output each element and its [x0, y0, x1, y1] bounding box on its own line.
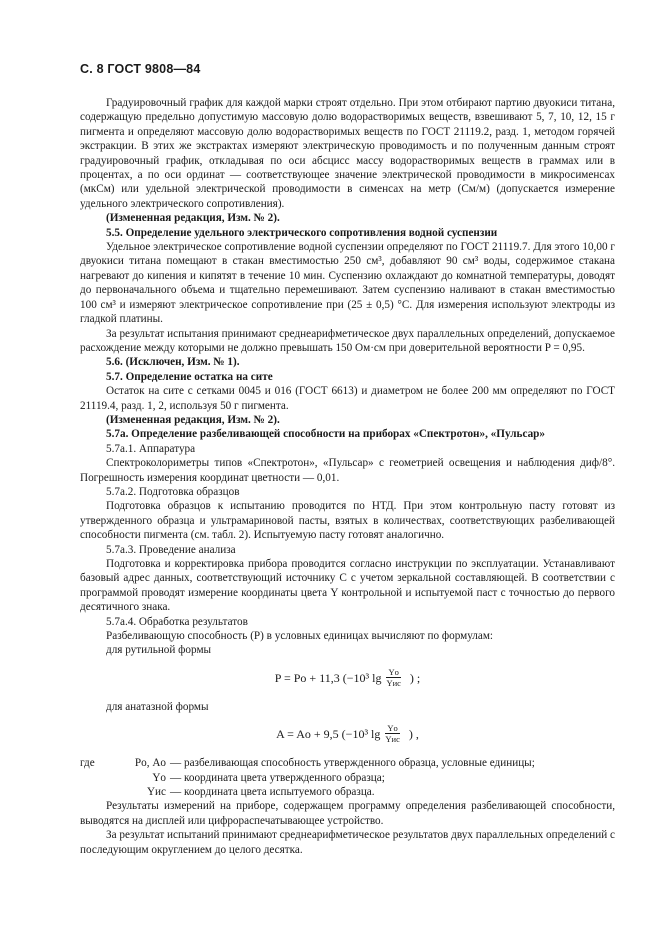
- section-heading-5-5: 5.5. Определение удельного электрического сопротивления водной суспензии: [106, 226, 498, 239]
- legend-symbol: Yо: [152, 771, 166, 784]
- section-heading-5-6: 5.6. (Исключен, Изм. № 1).: [106, 356, 240, 369]
- paragraph-calibration: Градуировочный график для каждой марки строят отдельно. При этом отбирают партию двуокиси титана, содержащую предельно допустимую массовую долю водорастворимых веществ, взвешивают 5, 7, 10, 12, 15 г пигмента и определяют массовую долю водорастворимых веществ по ГОСТ 21119.2, разд. 1, методом горячей экстракции. В этих же экстрактах измеряют электрическую проводимость и по полученным данным строят градуировочный график, откладывая по оси абсцисс массу водорастворимых веществ в граммах или в процентах, а по оси ординат — соответствующее значение электрической проводимости в микросименсах (мкСм) или удельной электрической проводимости в сименсах на метр (См/м) (допускается измерение удельного электрического сопротивления).: [80, 97, 615, 210]
- legend-symbol: Yис: [146, 786, 166, 799]
- paragraph-resistance: Удельное электрическое сопротивление водной суспензии определяют по ГОСТ 21119.7. Для этого 10,00 г двуокиси титана помещают в стакан вместимостью 250 см³, добавляют 90 см³ воды, содержимое стакана нагревают до кипения и кипятят в течение 10 мин. Суспензию охлаждают до комнатной температуры, доводят до первоначального объема и тщательно перемешивают. Затем суспензию наливают в стакан вместимостью 100 см³ и измеряют электрическое сопротивление при (25 ± 0,5) °С. Для измерения используют электроды из гладкой платины.: [80, 241, 615, 326]
- formula-anatase: [80, 724, 615, 744]
- formula-rutile-tail: ) ;: [409, 670, 421, 685]
- paragraph-anatase-label: для анатазной формы: [106, 700, 209, 713]
- paragraph-result: За результат испытания принимают среднеарифметическое двух параллельных определений, допускаемое расхождение между которыми не должно превышать 150 Ом·см при доверительной вероятности P = 0,95.: [80, 327, 615, 354]
- page-header: С. 8 ГОСТ 9808—84: [80, 62, 201, 76]
- legend-description: — координата цвета испытуемого образца.: [170, 786, 375, 799]
- formula-anatase-denominator: Yис: [385, 734, 400, 745]
- subsection-heading-5-7a-1: 5.7а.1. Аппаратура: [106, 442, 196, 455]
- section-heading-5-7a: 5.7а. Определение разбеливающей способности на приборах «Спектротон», «Пульсар»: [106, 428, 545, 441]
- formula-rutile-numerator: Yо: [388, 666, 399, 677]
- document-body: [80, 96, 615, 857]
- paragraph-rutile-label: для рутильной формы: [106, 644, 212, 657]
- legend-description: — координата цвета утвержденного образца;: [170, 771, 385, 784]
- paragraph-sieve: Остаток на сите с сетками 0045 и 016 (ГОСТ 6613) и диаметром не более 200 мм определяют по ГОСТ 21119.4, разд. 1, 2, используя 50 г пигмента.: [80, 385, 615, 412]
- subsection-heading-5-7a-2: 5.7а.2. Подготовка образцов: [106, 485, 240, 498]
- paragraph-sample-prep: Подготовка образцов к испытанию проводится по НТД. При этом контрольную пасту готовят из утвержденного образца и ультрамариновой пасты, взятых в количествах, соответствующих разбеливающей способности пигмента (см. табл. 2). Испытуемую пасту готовят аналогично.: [80, 500, 615, 542]
- amendment-note: (Измененная редакция, Изм. № 2).: [106, 212, 280, 225]
- formula-rutile: [80, 668, 615, 688]
- legend-row: [80, 785, 615, 799]
- legend-row: [80, 756, 615, 770]
- formula-anatase-numerator: Yо: [387, 723, 398, 734]
- formula-anatase-main: A = Aо + 9,5 (−10³ lg: [276, 727, 381, 742]
- formula-anatase-tail: ) ,: [408, 727, 419, 742]
- paragraph-apparatus: Спектроколориметры типов «Спектротон», «Пульсар» с геометрией освещения и наблюдения диф/8°. Погрешность измерения координат цветности — 0,01.: [80, 457, 615, 484]
- legend-intro: где: [80, 757, 95, 770]
- paragraph-analysis: Подготовка и корректировка прибора проводится согласно инструкции по эксплуатации. Устанавливают базовый адрес данных, соответствующий источнику С с учетом зеркальной составляющей. В соответствии с программой проводят измерение координаты цвета Y контрольной и испытуемой паст с точностью до первого десятичного знака.: [80, 558, 615, 614]
- symbol-legend: [80, 756, 615, 799]
- formula-rutile-main: P = Pо + 11,3 (−10³ lg: [274, 670, 382, 685]
- paragraph-device-output: Результаты измерений на приборе, содержащем программу определения разбеливающей способности, выводятся на дисплей или цифрораспечатывающее устройство.: [80, 800, 615, 827]
- formula-rutile-denominator: Yис: [386, 677, 401, 688]
- formula-anatase-fraction: [383, 724, 401, 744]
- legend-row: [80, 771, 615, 785]
- legend-symbol: Pо, Aо: [134, 757, 166, 770]
- paragraph-formula-intro: Разбеливающую способность (Р) в условных единицах вычисляют по формулам:: [106, 630, 494, 643]
- subsection-heading-5-7a-3: 5.7а.3. Проведение анализа: [106, 543, 236, 556]
- section-heading-5-7: 5.7. Определение остатка на сите: [106, 370, 273, 383]
- formula-rutile-fraction: [384, 668, 402, 688]
- amendment-note-2: (Измененная редакция, Изм. № 2).: [106, 413, 280, 426]
- legend-description: — разбеливающая способность утвержденного образца, условные единицы;: [170, 757, 535, 770]
- subsection-heading-5-7a-4: 5.7а.4. Обработка результатов: [106, 615, 248, 628]
- paragraph-final-result: За результат испытаний принимают среднеарифметическое результатов двух параллельных определений с последующим округлением до целого десятка.: [80, 829, 615, 856]
